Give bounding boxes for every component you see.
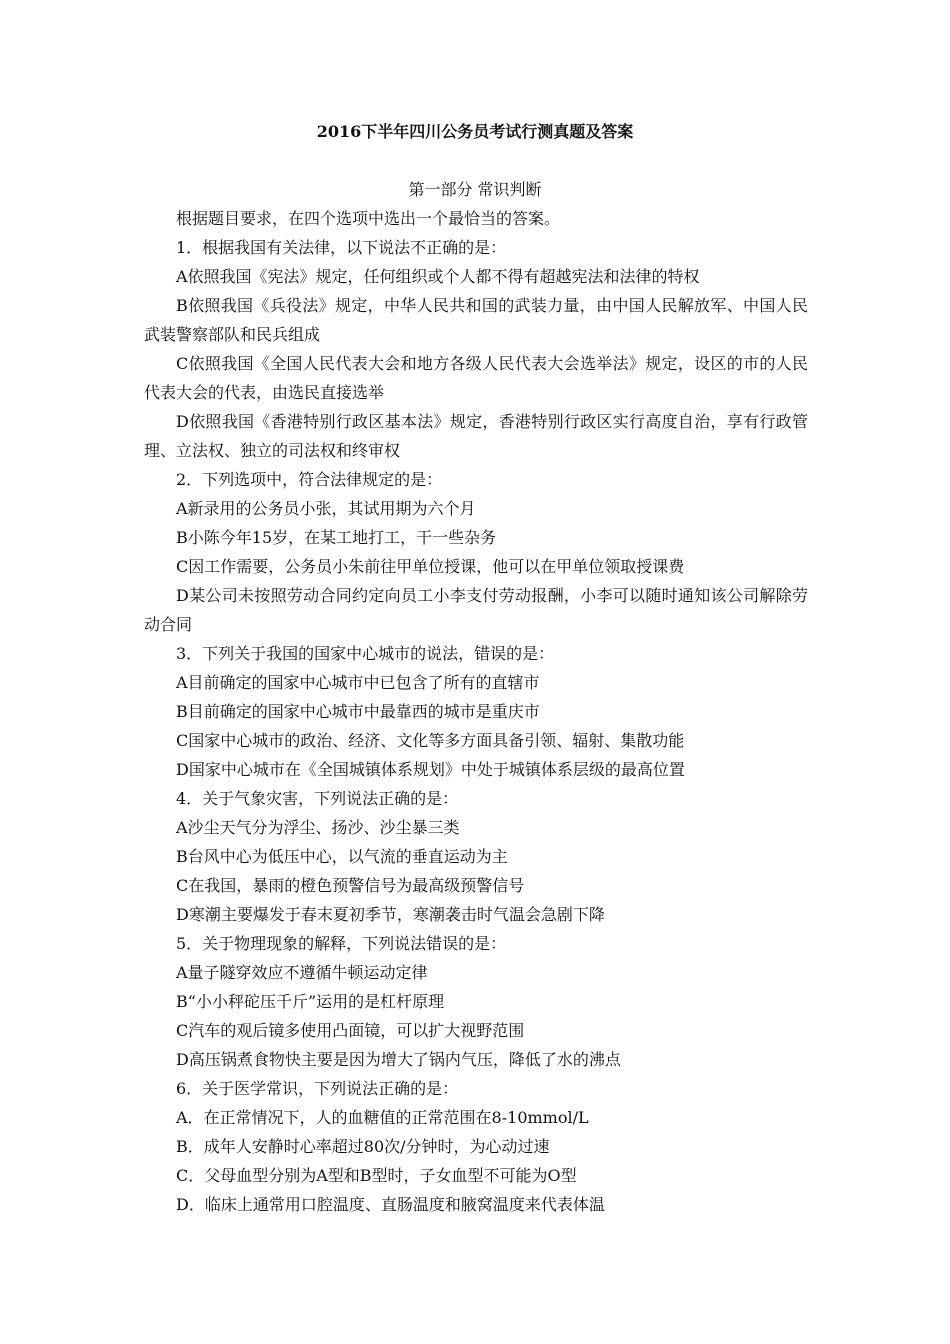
body-paragraph: C汽车的观后镜多使用凸面镜，可以扩大视野范围 xyxy=(176,1021,525,1040)
body-paragraph: 2．下列选项中，符合法律规定的是： xyxy=(176,470,443,489)
body-paragraph: 4．关于气象灾害，下列说法正确的是： xyxy=(176,789,459,808)
body-paragraph: B小陈今年15岁，在某工地打工，干一些杂务 xyxy=(176,528,497,547)
body-paragraph: C．父母血型分别为A型和B型时，子女血型不可能为O型 xyxy=(176,1166,577,1185)
body-paragraph: A．在正常情况下，人的血糖值的正常范围在8-10mmol/L xyxy=(176,1108,589,1127)
body-paragraph: 6．关于医学常识，下列说法正确的是： xyxy=(176,1079,459,1098)
body-paragraph: D．临床上通常用口腔温度、直肠温度和腋窝温度来代表体温 xyxy=(176,1195,605,1214)
body-paragraph: 1．根据我国有关法律，以下说法不正确的是： xyxy=(176,238,507,257)
body-paragraph: D依照我国《香港特别行政区基本法》规定，香港特别行政区实行高度自治，享有行政管理、立法权、独立的司法权和终审权 xyxy=(144,412,808,460)
body-paragraph: A沙尘天气分为浮尘、扬沙、沙尘暴三类 xyxy=(176,818,460,837)
body-paragraph: A新录用的公务员小张，其试用期为六个月 xyxy=(176,499,476,518)
body-paragraph: 根据题目要求，在四个选项中选出一个最恰当的答案。 xyxy=(176,209,561,228)
body-paragraph: 3．下列关于我国的国家中心城市的说法，错误的是： xyxy=(176,644,555,663)
body-paragraph: 5．关于物理现象的解释，下列说法错误的是： xyxy=(176,934,507,953)
body-paragraph: C因工作需要，公务员小朱前往甲单位授课，他可以在甲单位领取授课费 xyxy=(176,557,685,576)
body-paragraph: D某公司未按照劳动合同约定向员工小李支付劳动报酬，小李可以随时通知该公司解除劳动合同 xyxy=(144,586,808,634)
body-paragraph: C依照我国《全国人民代表大会和地方各级人民代表大会选举法》规定，设区的市的人民代表大会的代表，由选民直接选举 xyxy=(144,354,808,402)
body-paragraph: B“小小秤砣压千斤”运用的是杠杆原理 xyxy=(176,992,445,1011)
body-paragraph: B台风中心为低压中心，以气流的垂直运动为主 xyxy=(176,847,508,866)
section-title: 第一部分 常识判断 xyxy=(408,180,542,199)
body-paragraph: B．成年人安静时心率超过80次/分钟时，为心动过速 xyxy=(176,1137,550,1156)
body-paragraph: C在我国，暴雨的橙色预警信号为最高级预警信号 xyxy=(176,876,525,895)
body-paragraph: A目前确定的国家中心城市中已包含了所有的直辖市 xyxy=(176,673,540,692)
body-paragraph: C国家中心城市的政治、经济、文化等多方面具备引领、辐射、集散功能 xyxy=(176,731,685,750)
body-paragraph: D寒潮主要爆发于春末夏初季节，寒潮袭击时气温会急剧下降 xyxy=(176,905,605,924)
body-paragraph: D高压锅煮食物快主要是因为增大了锅内气压，降低了水的沸点 xyxy=(176,1050,621,1069)
body-paragraph: A依照我国《宪法》规定，任何组织或个人都不得有超越宪法和法律的特权 xyxy=(176,267,700,286)
body-paragraph: A量子隧穿效应不遵循牛顿运动定律 xyxy=(176,963,428,982)
body-paragraph: B依照我国《兵役法》规定，中华人民共和国的武装力量，由中国人民解放军、中国人民武装警察部队和民兵组成 xyxy=(144,296,808,344)
body-paragraph: D国家中心城市在《全国城镇体系规划》中处于城镇体系层级的最高位置 xyxy=(176,760,685,779)
document-title: 2016下半年四川公务员考试行测真题及答案 xyxy=(316,122,634,141)
body-paragraph: B目前确定的国家中心城市中最靠西的城市是重庆市 xyxy=(176,702,540,721)
document-body xyxy=(144,204,808,1219)
